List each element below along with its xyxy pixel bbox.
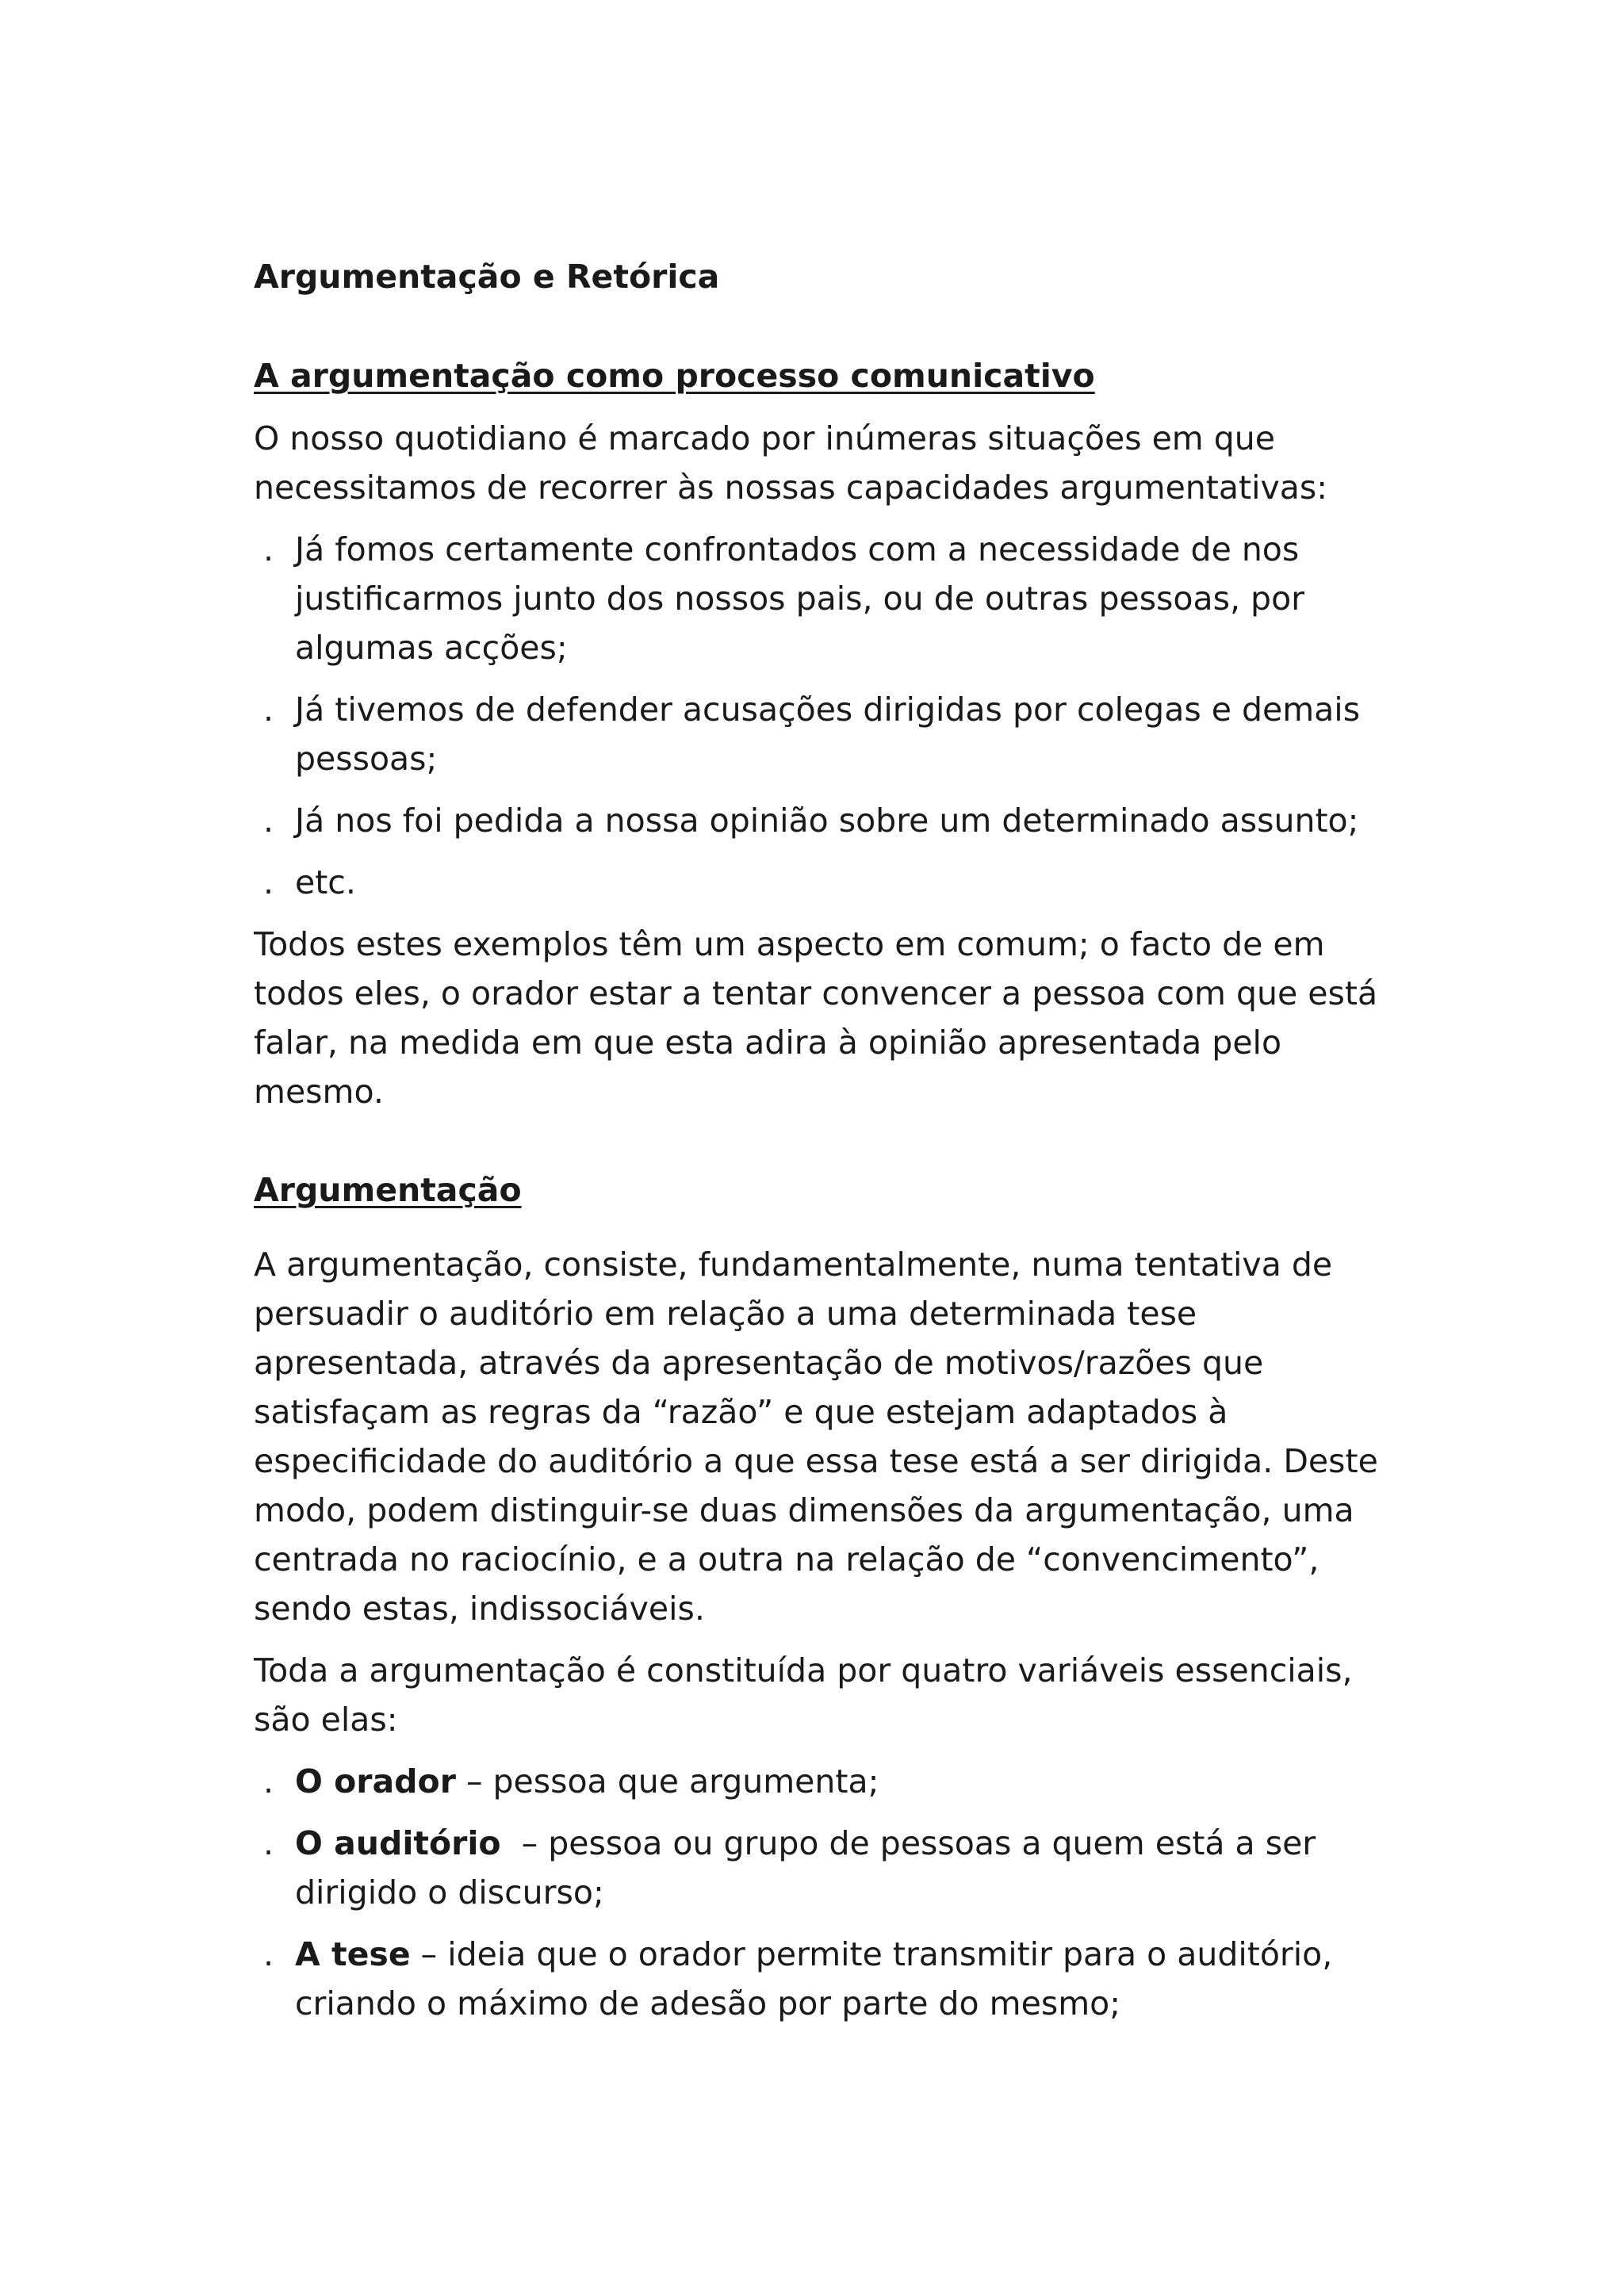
bullet-marker: . — [263, 1762, 274, 1800]
list-item — [254, 1819, 1396, 1917]
list-item — [254, 858, 1396, 907]
list-item-text: Já tivemos de defender acusações dirigidas por colegas e demais pessoas; — [295, 691, 1361, 778]
bullet-marker: . — [263, 1935, 274, 1973]
document-page — [254, 252, 1396, 2028]
bullet-marker: . — [263, 691, 274, 729]
variables-list — [254, 1757, 1396, 2028]
bullet-marker: . — [263, 1824, 274, 1862]
list-item-text: Já fomos certamente confrontados com a necessidade de nos justificarmos junto dos nossos pais, ou de outras pessoas, por algumas acções; — [295, 530, 1305, 667]
variable-term: O orador — [295, 1762, 456, 1800]
bullet-marker: . — [263, 863, 274, 901]
variable-definition: – pessoa que argumenta; — [455, 1762, 879, 1800]
section-heading-argumentacao: Argumentação — [254, 1171, 522, 1209]
bullet-marker: . — [263, 802, 274, 840]
list-item — [254, 796, 1396, 845]
variable-term: O auditório — [295, 1824, 501, 1862]
section2-definition-paragraph: A argumentação, consiste, fundamentalmente, numa tentativa de persuadir o auditório em relação a uma determinada tese apresentada, através da apresentação de motivos/razões que satisfaçam as regras da “razão” e que estejam adaptados à especificidade do auditório a que essa tese está a ser dirigida. Deste modo, podem distinguir-se duas dimensões da argumentação, uma centrada no raciocínio, e a outra na relação de “convencimento”, sendo estas, indissociáveis. — [254, 1246, 1378, 1628]
section1-conclusion-paragraph: Todos estes exemplos têm um aspecto em comum; o facto de em todos eles, o orador estar a tentar convencer a pessoa com que está falar, na medida em que esta adira à opinião apresentada pelo mesmo. — [254, 925, 1378, 1111]
list-item — [254, 685, 1396, 783]
variable-definition: – ideia que o orador permite transmitir para o auditório, criando o máximo de adesão por parte do mesmo; — [295, 1935, 1343, 2022]
list-item — [254, 1930, 1396, 2028]
list-item-text: etc. — [295, 863, 356, 901]
document-title: Argumentação e Retórica — [254, 258, 720, 296]
list-item-text: Já nos foi pedida a nossa opinião sobre um determinado assunto; — [295, 802, 1359, 840]
variable-term: A tese — [295, 1935, 411, 1973]
bullet-marker: . — [263, 530, 274, 568]
list-item — [254, 1757, 1396, 1806]
variable-definition: – pessoa ou grupo de pessoas a quem está a ser dirigido o discurso; — [295, 1824, 1327, 1911]
list-item — [254, 525, 1396, 672]
section1-intro-paragraph: O nosso quotidiano é marcado por inúmeras situações em que necessitamos de recorrer às nossas capacidades argumentativas: — [254, 419, 1328, 507]
section-heading-comunicativo: A argumentação como processo comunicativo — [254, 357, 1095, 395]
section1-examples-list — [254, 525, 1396, 907]
section2-variables-intro: Toda a argumentação é constituída por quatro variáveis essenciais, são elas: — [254, 1651, 1353, 1739]
